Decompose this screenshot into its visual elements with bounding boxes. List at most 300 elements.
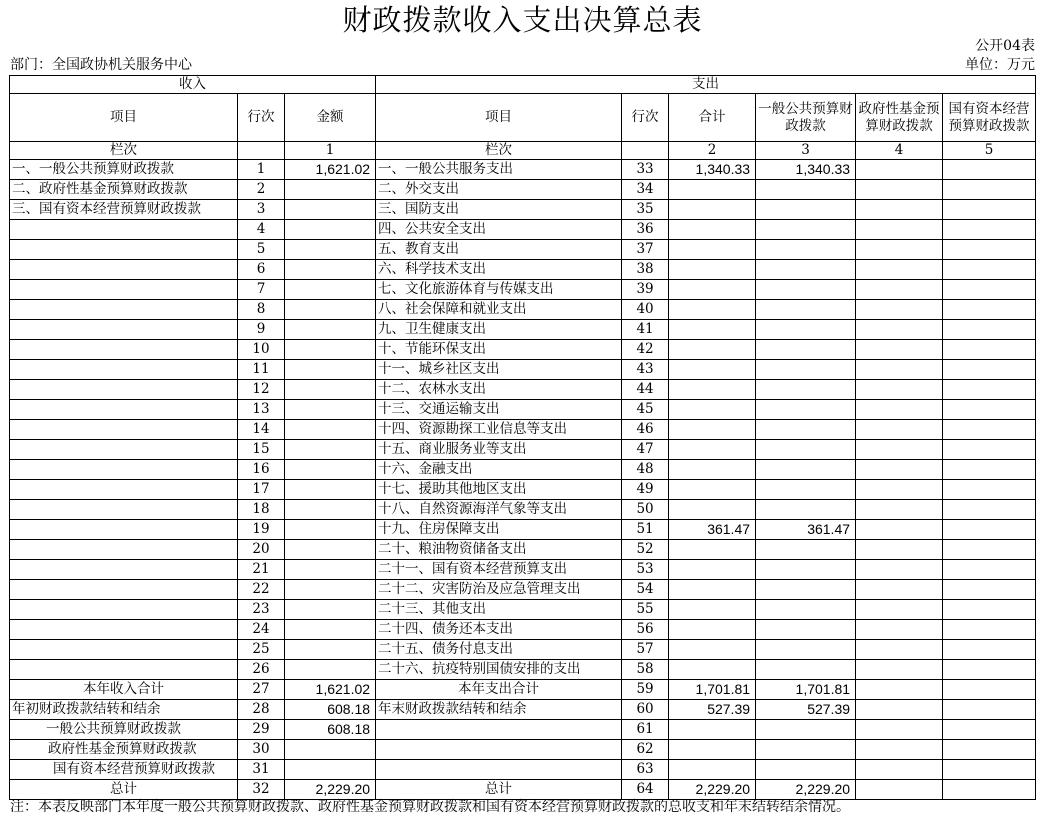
income-amount — [285, 580, 376, 600]
income-item — [10, 280, 238, 300]
income-item: 国有资本经营预算财政拨款 — [10, 760, 238, 780]
budget-summary-table — [9, 75, 1036, 800]
income-line-number: 13 — [238, 400, 285, 420]
income-item — [10, 660, 238, 680]
income-line-number: 5 — [238, 240, 285, 260]
income-line-number: 27 — [238, 680, 285, 700]
table-row — [10, 220, 1036, 240]
expense-total — [669, 360, 756, 380]
expense-state-capital — [943, 480, 1036, 500]
income-group-header: 收入 — [10, 76, 376, 94]
expense-gov-fund — [856, 640, 943, 660]
expense-total — [669, 720, 756, 740]
income-item — [10, 300, 238, 320]
expense-item: 二十一、国有资本经营预算支出 — [376, 560, 622, 580]
expense-total — [669, 240, 756, 260]
expense-line-number: 62 — [622, 740, 669, 760]
income-amount — [285, 360, 376, 380]
expense-general-budget — [756, 260, 856, 280]
expense-gov-fund — [856, 700, 943, 720]
expense-general-budget — [756, 400, 856, 420]
table-row — [10, 620, 1036, 640]
empty-cell — [622, 142, 669, 160]
expense-item: 一、一般公共服务支出 — [376, 160, 622, 180]
table-row — [10, 360, 1036, 380]
table-row — [10, 260, 1036, 280]
income-amount — [285, 520, 376, 540]
summary-row — [10, 780, 1036, 800]
income-amount: 2,229.20 — [285, 780, 376, 800]
income-item — [10, 360, 238, 380]
income-line-number: 18 — [238, 500, 285, 520]
expense-gov-fund — [856, 260, 943, 280]
income-item: 三、国有资本经营预算财政拨款 — [10, 200, 238, 220]
income-item — [10, 540, 238, 560]
table-row — [10, 460, 1036, 480]
income-item: 总计 — [10, 780, 238, 800]
expense-general-budget — [756, 320, 856, 340]
income-item — [10, 520, 238, 540]
expense-general-budget: 361.47 — [756, 520, 856, 540]
column-number-2: 2 — [669, 142, 756, 160]
expense-line-number: 59 — [622, 680, 669, 700]
expense-state-capital — [943, 760, 1036, 780]
expense-line-number: 46 — [622, 420, 669, 440]
expense-gov-fund — [856, 460, 943, 480]
income-line-number: 26 — [238, 660, 285, 680]
expense-total — [669, 440, 756, 460]
expense-general-budget — [756, 440, 856, 460]
income-item: 本年收入合计 — [10, 680, 238, 700]
expense-gov-fund — [856, 780, 943, 800]
expense-gov-fund — [856, 620, 943, 640]
income-line-number: 17 — [238, 480, 285, 500]
expense-total — [669, 180, 756, 200]
income-item — [10, 400, 238, 420]
income-line-number: 14 — [238, 420, 285, 440]
expense-line-number: 56 — [622, 620, 669, 640]
expense-item: 十二、农林水支出 — [376, 380, 622, 400]
expense-gov-fund — [856, 360, 943, 380]
expense-item: 十四、资源勘探工业信息等支出 — [376, 420, 622, 440]
table-row — [10, 160, 1036, 180]
income-line-number: 1 — [238, 160, 285, 180]
expense-total-header: 合计 — [669, 94, 756, 142]
expense-general-budget — [756, 640, 856, 660]
income-line-number: 21 — [238, 560, 285, 580]
column-number-1: 1 — [285, 142, 376, 160]
income-line-number: 10 — [238, 340, 285, 360]
expense-total: 2,229.20 — [669, 780, 756, 800]
expense-total — [669, 580, 756, 600]
table-row — [10, 560, 1036, 580]
expense-gov-fund — [856, 680, 943, 700]
expense-state-capital — [943, 660, 1036, 680]
expense-item: 十一、城乡社区支出 — [376, 360, 622, 380]
income-item — [10, 500, 238, 520]
expense-row-label: 栏次 — [376, 142, 622, 160]
expense-state-capital — [943, 300, 1036, 320]
income-line-number: 11 — [238, 360, 285, 380]
expense-state-capital — [943, 720, 1036, 740]
expense-total — [669, 340, 756, 360]
expense-total — [669, 320, 756, 340]
income-amount — [285, 440, 376, 460]
table-row — [10, 640, 1036, 660]
income-item — [10, 340, 238, 360]
expense-state-capital — [943, 160, 1036, 180]
income-item — [10, 380, 238, 400]
page-title: 财政拨款收入支出决算总表 — [342, 3, 703, 37]
expense-item: 十三、交通运输支出 — [376, 400, 622, 420]
income-amount — [285, 760, 376, 780]
expense-gov-fund — [856, 600, 943, 620]
income-amount — [285, 600, 376, 620]
table-row — [10, 340, 1036, 360]
expense-line-number: 44 — [622, 380, 669, 400]
income-line-number: 19 — [238, 520, 285, 540]
income-amount — [285, 460, 376, 480]
income-item — [10, 260, 238, 280]
expense-gov-fund — [856, 180, 943, 200]
expense-state-capital — [943, 420, 1036, 440]
expense-general-budget — [756, 340, 856, 360]
expense-general-budget — [756, 500, 856, 520]
expense-line-number: 64 — [622, 780, 669, 800]
expense-line-number: 35 — [622, 200, 669, 220]
expense-item: 十九、住房保障支出 — [376, 520, 622, 540]
expense-line-header: 行次 — [622, 94, 669, 142]
expense-line-number: 53 — [622, 560, 669, 580]
summary-row — [10, 720, 1036, 740]
expense-item: 十、节能环保支出 — [376, 340, 622, 360]
income-amount — [285, 400, 376, 420]
income-amount — [285, 740, 376, 760]
expense-item: 四、公共安全支出 — [376, 220, 622, 240]
general-budget-header: 一般公共预算财政拨款 — [756, 94, 856, 142]
expense-gov-fund — [856, 240, 943, 260]
income-item — [10, 620, 238, 640]
table-row — [10, 180, 1036, 200]
expense-total — [669, 380, 756, 400]
header-group-row — [10, 76, 1036, 94]
income-amount — [285, 280, 376, 300]
expense-gov-fund — [856, 520, 943, 540]
expense-state-capital — [943, 380, 1036, 400]
expense-line-number: 51 — [622, 520, 669, 540]
expense-total — [669, 600, 756, 620]
income-line-number: 29 — [238, 720, 285, 740]
table-row — [10, 600, 1036, 620]
income-item — [10, 420, 238, 440]
expense-gov-fund — [856, 320, 943, 340]
income-amount — [285, 500, 376, 520]
expense-state-capital — [943, 460, 1036, 480]
income-item-header: 项目 — [10, 94, 238, 142]
income-amount — [285, 380, 376, 400]
expense-item: 五、教育支出 — [376, 240, 622, 260]
expense-general-budget — [756, 300, 856, 320]
income-amount — [285, 540, 376, 560]
income-line-number: 8 — [238, 300, 285, 320]
income-amount — [285, 420, 376, 440]
expense-line-number: 48 — [622, 460, 669, 480]
expense-item: 二、外交支出 — [376, 180, 622, 200]
income-line-number: 2 — [238, 180, 285, 200]
expense-total — [669, 500, 756, 520]
expense-item: 八、社会保障和就业支出 — [376, 300, 622, 320]
income-amount — [285, 260, 376, 280]
expense-general-budget — [756, 620, 856, 640]
income-item — [10, 480, 238, 500]
expense-item: 六、科学技术支出 — [376, 260, 622, 280]
income-amount — [285, 560, 376, 580]
income-line-number: 31 — [238, 760, 285, 780]
expense-total — [669, 420, 756, 440]
expense-line-number: 43 — [622, 360, 669, 380]
expense-general-budget — [756, 220, 856, 240]
expense-line-number: 47 — [622, 440, 669, 460]
expense-item: 二十四、债务还本支出 — [376, 620, 622, 640]
expense-item: 十七、援助其他地区支出 — [376, 480, 622, 500]
column-number-4: 4 — [856, 142, 943, 160]
expense-state-capital — [943, 200, 1036, 220]
expense-state-capital — [943, 360, 1036, 380]
expense-line-number: 38 — [622, 260, 669, 280]
income-item — [10, 600, 238, 620]
expense-state-capital — [943, 540, 1036, 560]
income-item: 年初财政拨款结转和结余 — [10, 700, 238, 720]
income-amount: 1,621.02 — [285, 160, 376, 180]
summary-row — [10, 740, 1036, 760]
expense-state-capital — [943, 600, 1036, 620]
expense-gov-fund — [856, 760, 943, 780]
income-line-number: 16 — [238, 460, 285, 480]
expense-gov-fund — [856, 200, 943, 220]
expense-total — [669, 540, 756, 560]
expense-total — [669, 560, 756, 580]
expense-item: 十六、金融支出 — [376, 460, 622, 480]
expense-general-budget — [756, 760, 856, 780]
expense-state-capital — [943, 260, 1036, 280]
expense-item — [376, 760, 622, 780]
expense-line-number: 58 — [622, 660, 669, 680]
expense-state-capital — [943, 780, 1036, 800]
expense-total — [669, 400, 756, 420]
expense-state-capital — [943, 320, 1036, 340]
income-item — [10, 440, 238, 460]
table-row — [10, 400, 1036, 420]
expense-total: 527.39 — [669, 700, 756, 720]
expense-state-capital — [943, 520, 1036, 540]
table-row — [10, 540, 1036, 560]
income-line-number: 28 — [238, 700, 285, 720]
unit-label: 单位：万元 — [965, 57, 1035, 73]
income-amount — [285, 220, 376, 240]
column-number-row — [10, 142, 1036, 160]
income-item: 政府性基金预算财政拨款 — [10, 740, 238, 760]
income-amount — [285, 300, 376, 320]
expense-line-number: 40 — [622, 300, 669, 320]
summary-row — [10, 760, 1036, 780]
expense-general-budget — [756, 420, 856, 440]
expense-general-budget: 1,701.81 — [756, 680, 856, 700]
income-item: 一般公共预算财政拨款 — [10, 720, 238, 740]
column-number-5: 5 — [943, 142, 1036, 160]
expense-line-number: 57 — [622, 640, 669, 660]
expense-gov-fund — [856, 740, 943, 760]
expense-gov-fund — [856, 340, 943, 360]
expense-general-budget — [756, 480, 856, 500]
expense-line-number: 54 — [622, 580, 669, 600]
expense-gov-fund — [856, 480, 943, 500]
expense-line-number: 50 — [622, 500, 669, 520]
header-columns-row — [10, 94, 1036, 142]
income-line-number: 12 — [238, 380, 285, 400]
gov-fund-header: 政府性基金预算财政拨款 — [856, 94, 943, 142]
expense-item: 九、卫生健康支出 — [376, 320, 622, 340]
expense-state-capital — [943, 180, 1036, 200]
expense-gov-fund — [856, 160, 943, 180]
expense-gov-fund — [856, 300, 943, 320]
expense-line-number: 37 — [622, 240, 669, 260]
column-number-3: 3 — [756, 142, 856, 160]
table-row — [10, 240, 1036, 260]
table-row — [10, 200, 1036, 220]
expense-total — [669, 740, 756, 760]
income-line-number: 24 — [238, 620, 285, 640]
expense-total — [669, 640, 756, 660]
expense-general-budget — [756, 200, 856, 220]
footnote: 注：本表反映部门本年度一般公共预算财政拨款、政府性基金预算财政拨款和国有资本经营预算财政拨款的总收支和年末结转结余情况。 — [10, 799, 850, 815]
empty-cell — [238, 142, 285, 160]
expense-item: 十五、商业服务业等支出 — [376, 440, 622, 460]
income-line-number: 20 — [238, 540, 285, 560]
income-line-number: 7 — [238, 280, 285, 300]
expense-total — [669, 280, 756, 300]
expense-state-capital — [943, 440, 1036, 460]
expense-general-budget: 2,229.20 — [756, 780, 856, 800]
expense-general-budget — [756, 180, 856, 200]
expense-general-budget — [756, 460, 856, 480]
expense-gov-fund — [856, 400, 943, 420]
expense-state-capital — [943, 640, 1036, 660]
income-row-label: 栏次 — [10, 142, 238, 160]
income-amount-header: 金额 — [285, 94, 376, 142]
table-row — [10, 520, 1036, 540]
income-line-number: 15 — [238, 440, 285, 460]
income-item — [10, 320, 238, 340]
expense-state-capital — [943, 580, 1036, 600]
expense-general-budget — [756, 380, 856, 400]
expense-gov-fund — [856, 720, 943, 740]
expense-line-number: 61 — [622, 720, 669, 740]
expense-line-number: 33 — [622, 160, 669, 180]
table-row — [10, 660, 1036, 680]
expense-item: 三、国防支出 — [376, 200, 622, 220]
income-amount: 1,621.02 — [285, 680, 376, 700]
expense-line-number: 60 — [622, 700, 669, 720]
expense-item-header: 项目 — [376, 94, 622, 142]
expense-total — [669, 660, 756, 680]
expense-gov-fund — [856, 420, 943, 440]
income-line-number: 6 — [238, 260, 285, 280]
income-line-number: 25 — [238, 640, 285, 660]
income-amount — [285, 640, 376, 660]
income-amount — [285, 620, 376, 640]
table-row — [10, 380, 1036, 400]
expense-line-number: 45 — [622, 400, 669, 420]
expense-item: 十八、自然资源海洋气象等支出 — [376, 500, 622, 520]
expense-total — [669, 620, 756, 640]
expense-item: 二十、粮油物资储备支出 — [376, 540, 622, 560]
income-item — [10, 560, 238, 580]
income-amount — [285, 320, 376, 340]
table-row — [10, 580, 1036, 600]
expense-state-capital — [943, 500, 1036, 520]
income-amount — [285, 480, 376, 500]
expense-state-capital — [943, 400, 1036, 420]
expense-gov-fund — [856, 220, 943, 240]
expense-total — [669, 460, 756, 480]
expense-state-capital — [943, 240, 1036, 260]
expense-item: 总计 — [376, 780, 622, 800]
expense-general-budget — [756, 600, 856, 620]
income-amount — [285, 240, 376, 260]
expense-line-number: 55 — [622, 600, 669, 620]
expense-general-budget: 527.39 — [756, 700, 856, 720]
expense-state-capital — [943, 280, 1036, 300]
income-amount: 608.18 — [285, 720, 376, 740]
expense-item: 本年支出合计 — [376, 680, 622, 700]
expense-state-capital — [943, 700, 1036, 720]
expense-line-number: 49 — [622, 480, 669, 500]
expense-total — [669, 300, 756, 320]
table-row — [10, 280, 1036, 300]
expense-gov-fund — [856, 440, 943, 460]
income-line-number: 23 — [238, 600, 285, 620]
expense-group-header: 支出 — [376, 76, 1036, 94]
expense-general-budget — [756, 360, 856, 380]
expense-line-number: 41 — [622, 320, 669, 340]
expense-gov-fund — [856, 560, 943, 580]
expense-item: 二十二、灾害防治及应急管理支出 — [376, 580, 622, 600]
expense-line-number: 52 — [622, 540, 669, 560]
expense-total — [669, 480, 756, 500]
expense-total: 1,701.81 — [669, 680, 756, 700]
expense-item: 七、文化旅游体育与传媒支出 — [376, 280, 622, 300]
income-line-number: 4 — [238, 220, 285, 240]
income-item — [10, 240, 238, 260]
expense-line-number: 63 — [622, 760, 669, 780]
income-amount — [285, 340, 376, 360]
expense-state-capital — [943, 560, 1036, 580]
income-line-header: 行次 — [238, 94, 285, 142]
expense-gov-fund — [856, 380, 943, 400]
department-label: 部门：全国政协机关服务中心 — [10, 57, 192, 73]
expense-item: 二十六、抗疫特别国债安排的支出 — [376, 660, 622, 680]
income-amount — [285, 200, 376, 220]
form-number: 公开04表 — [975, 38, 1035, 54]
expense-total — [669, 260, 756, 280]
expense-state-capital — [943, 340, 1036, 360]
expense-line-number: 34 — [622, 180, 669, 200]
expense-total — [669, 760, 756, 780]
expense-general-budget — [756, 280, 856, 300]
expense-gov-fund — [856, 660, 943, 680]
expense-item: 二十三、其他支出 — [376, 600, 622, 620]
expense-item — [376, 740, 622, 760]
